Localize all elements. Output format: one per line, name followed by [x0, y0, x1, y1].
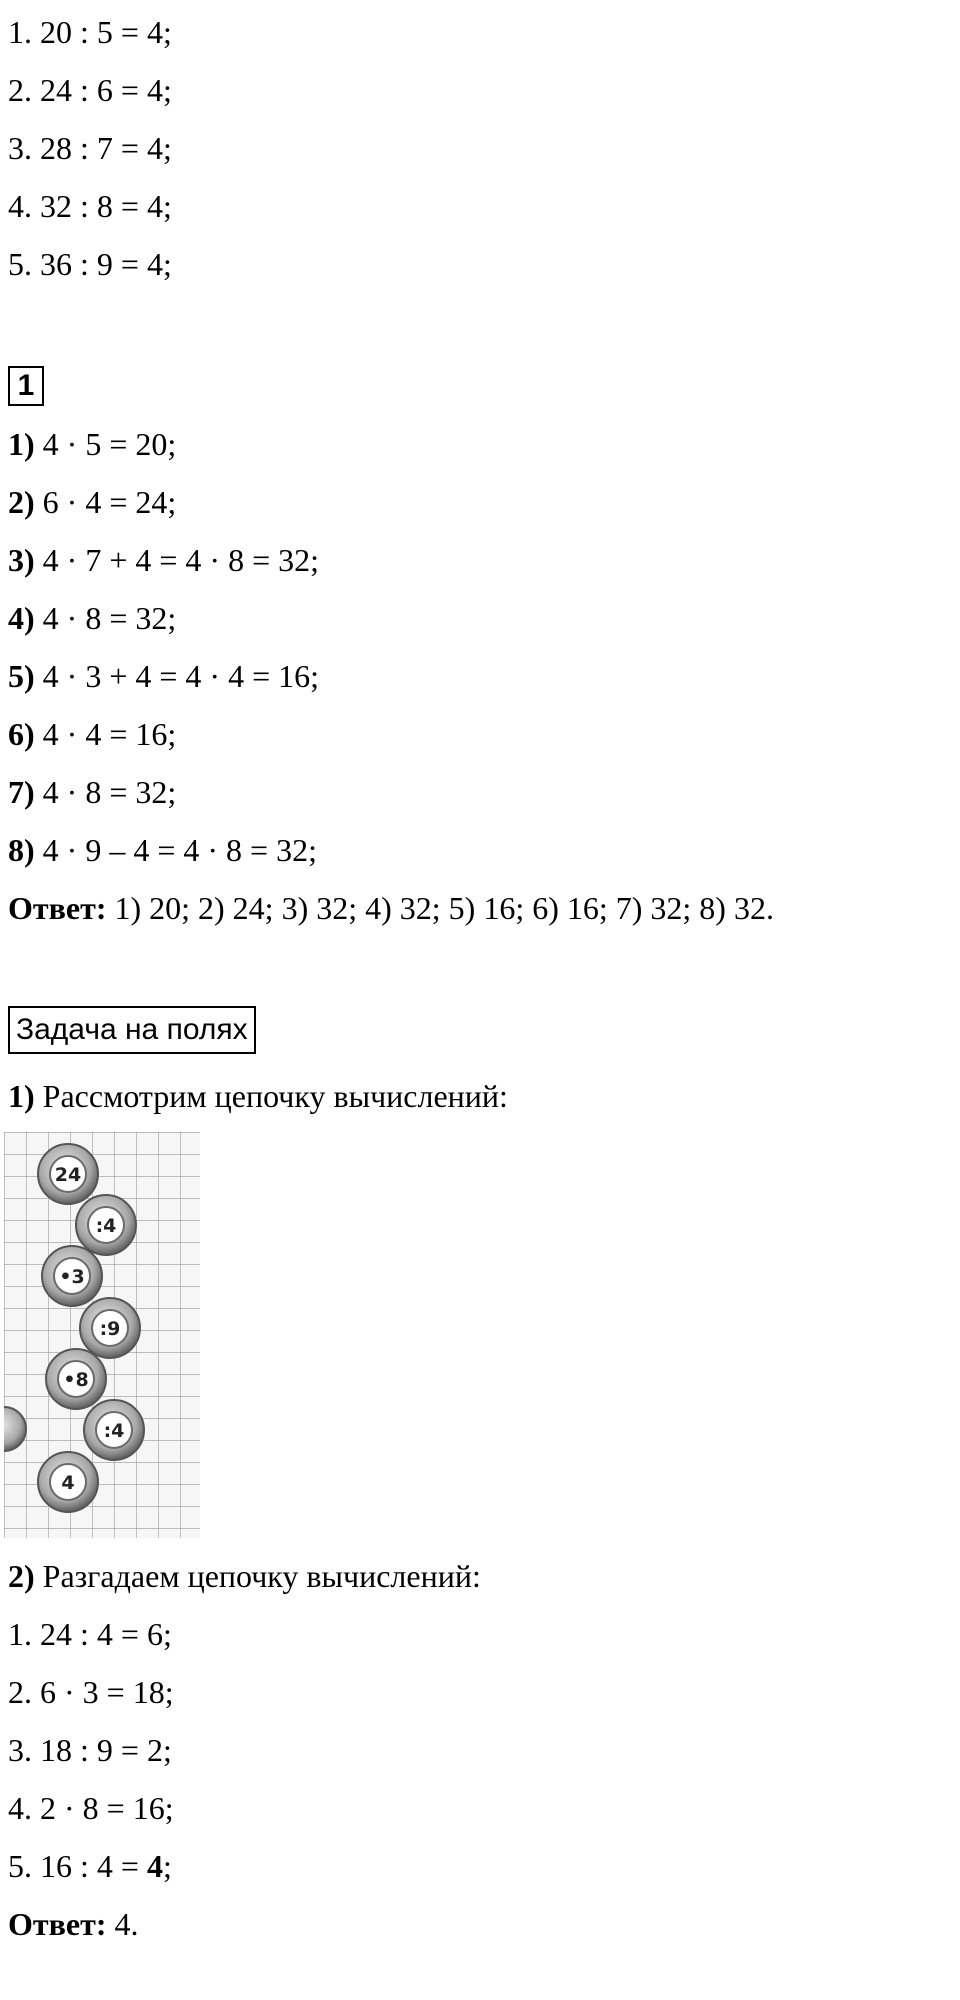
task1-answer: Ответ: 1) 20; 2) 24; 3) 32; 4) 32; 5) 16; 6) 16; 7) 32; 8) 32. [8, 890, 774, 926]
task1-line: 6) 4 · 4 = 16; [8, 716, 177, 752]
chain-node-label: :9 [99, 1318, 121, 1340]
step-line: 1. 24 : 4 = 6; [8, 1616, 172, 1652]
task1-line: 1) 4 · 5 = 20; [8, 426, 177, 462]
task1-line: 5) 4 · 3 + 4 = 4 · 4 = 16; [8, 658, 319, 694]
margin-task-title: Задача на полях [8, 1006, 256, 1054]
task1-line: 8) 4 · 9 – 4 = 4 · 8 = 32; [8, 832, 317, 868]
chain-node [38, 1144, 98, 1204]
chain-node-label: :4 [95, 1215, 117, 1237]
task1-line: 3) 4 · 7 + 4 = 4 · 8 = 32; [8, 542, 319, 578]
task1-line: 7) 4 · 8 = 32; [8, 774, 177, 810]
chain-node [76, 1195, 136, 1255]
intro-line: 3. 28 : 7 = 4; [8, 130, 172, 166]
chain-node-label: 24 [54, 1164, 82, 1186]
chain-node [46, 1349, 106, 1409]
margin-task-part2: 2) Разгадаем цепочку вычислений: [8, 1558, 481, 1594]
intro-line: 1. 20 : 5 = 4; [8, 14, 172, 50]
chain-node-label: :4 [103, 1420, 125, 1442]
chain-node [38, 1452, 98, 1512]
calculation-chain-image [4, 1132, 200, 1538]
step-line: 2. 6 · 3 = 18; [8, 1674, 174, 1710]
chain-node-label: 4 [61, 1472, 75, 1494]
chain-node-label: •8 [63, 1369, 89, 1391]
intro-line: 2. 24 : 6 = 4; [8, 72, 172, 108]
step-line: 5. 16 : 4 = 4; [8, 1848, 172, 1884]
chain-node [42, 1246, 102, 1306]
margin-task-part1: 1) Рассмотрим цепочку вычислений: [8, 1078, 508, 1114]
intro-line: 4. 32 : 8 = 4; [8, 188, 172, 224]
chain-node-label: •3 [59, 1266, 85, 1288]
step-line: 3. 18 : 9 = 2; [8, 1732, 172, 1768]
task-number-box: 1 [8, 366, 44, 406]
task1-line: 2) 6 · 4 = 24; [8, 484, 177, 520]
task1-line: 4) 4 · 8 = 32; [8, 600, 177, 636]
step-line: 4. 2 · 8 = 16; [8, 1790, 174, 1826]
chain-node [80, 1298, 140, 1358]
intro-line: 5. 36 : 9 = 4; [8, 246, 172, 282]
margin-task-answer: Ответ: 4. [8, 1906, 139, 1942]
chain-node [84, 1400, 144, 1460]
